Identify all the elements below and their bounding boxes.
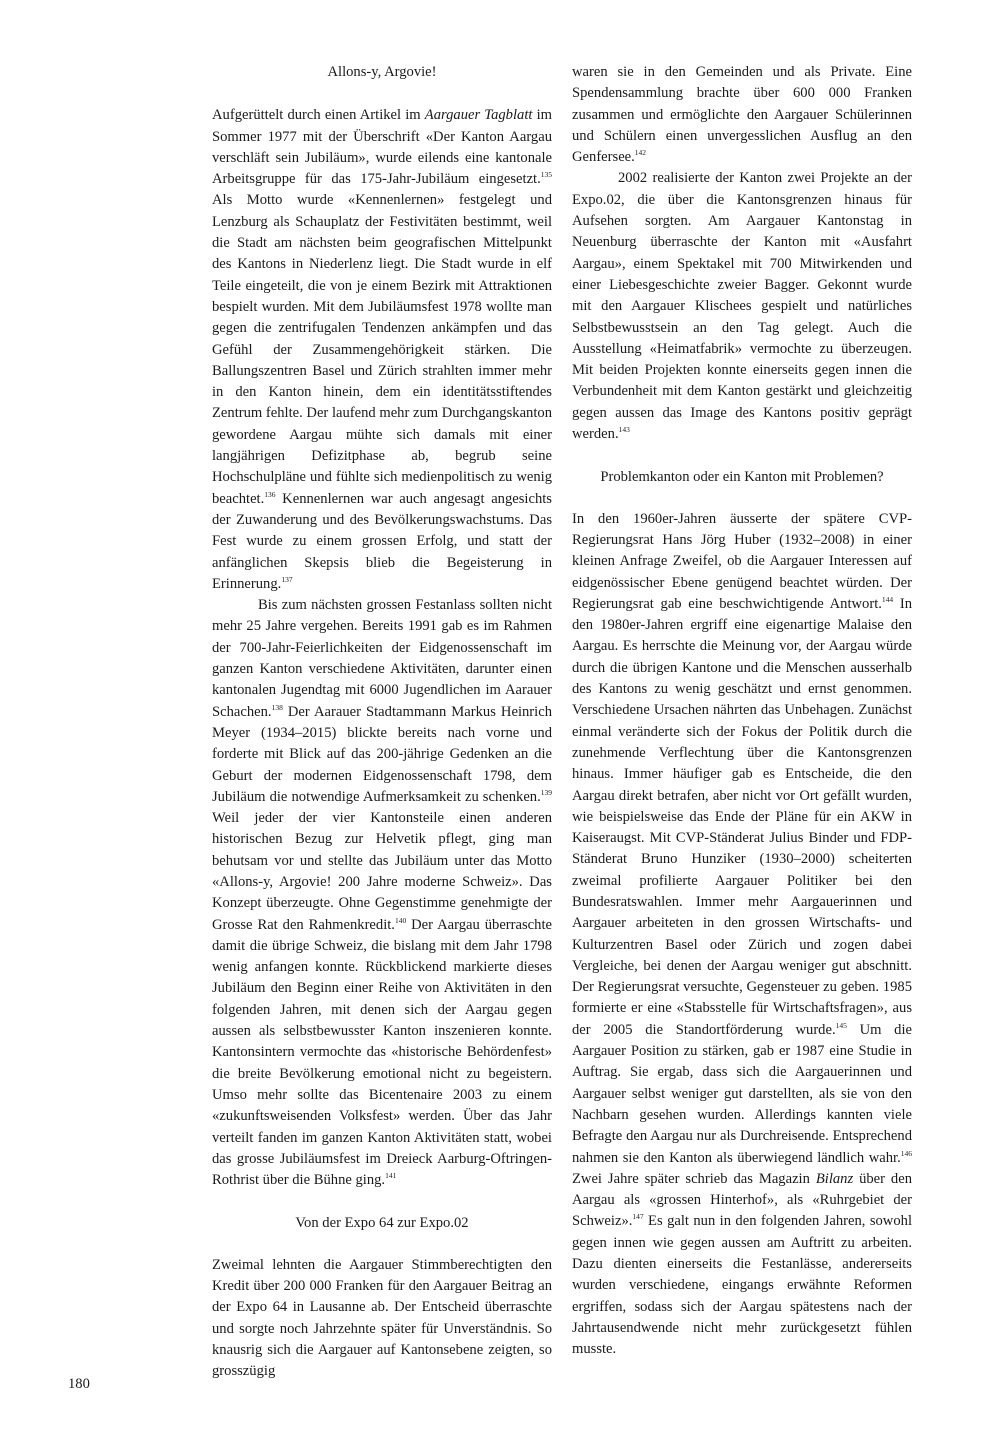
paragraph: Aufgerüttelt durch einen Artikel im Aargauer Tagblatt im Sommer 1977 mit der Überschrift «Der Kanton Aargau verschläft sein Jubiläum», wurde eilends eine kantonale Arbeitsgruppe für das 175-Jahr-Jubiläum eingesetzt.$^{135}$ Als Motto wurde «Kennenlernen» festgelegt und Lenzburg als Schauplatz der Festivitäten bestimmt, weil die Stadt am nächsten beim geografischen Mittelpunkt des Kantons in Niederlenz liegt. Die Stadt wurde in elf Teile eingeteilt, die von je einem Bezirk mit Attraktionen bespielt wurden. Mit dem Jubiläumsfest 1978 wollte man gegen die zentrifugalen Tendenzen ankämpfen und das Gefühl der Zusammengehörigkeit stärken. Die Ballungszentren Basel und Zürich strahlten immer mehr in den Kanton hinein, dem ein identitätsstiftendes Zentrum fehlte. Der laufend mehr zum Durchgangskanton gewordene Aargau mühte sich damals mit einer langjährigen Defizitphase ab, begrub seine Hochschulpläne und fühlte sich medienpolitisch zu wenig beachtet.$^{136}$ Kennenlernen war auch angesagt angesichts der Zuwanderung und des Bevölkerungswachstums. Das Fest wurde zu einem grossen Erfolg, und statt der anfänglichen Skepsis blieb die Begeisterung in Erinnerung.$^{137}$ xyxy=(212,107,552,592)
section-heading-expo: Von der Expo 64 zur Expo.02 xyxy=(295,1215,469,1232)
paragraph: waren sie in den Gemeinden und als Private. Eine Spendensammlung brachte über 600 000 Franken zusammen und ermöglichte den Aargauer Schülerinnen und Schülern einen unvergesslichen Ausflug an den Genfersee.$^{142}$ xyxy=(572,64,912,166)
footnote-ref: 141 xyxy=(385,1171,397,1181)
section-heading-problemkanton: Problemkanton oder ein Kanton mit Problemen? xyxy=(600,469,884,486)
italic-title: Bilanz xyxy=(815,1170,854,1187)
footnote-ref: 144 xyxy=(881,594,894,604)
footnote-ref: 137 xyxy=(281,574,293,584)
italic-title: Aargauer Tagblatt xyxy=(424,107,533,124)
footnote-ref: 147 xyxy=(632,1212,644,1222)
section-heading-allons-y: Allons-y, Argovie! xyxy=(327,64,437,80)
footnote-ref: 138 xyxy=(271,702,283,712)
footnote-ref: 142 xyxy=(634,148,647,158)
footnote-ref: 139 xyxy=(540,787,552,797)
footnote-ref: 146 xyxy=(900,1148,912,1158)
right-column xyxy=(572,62,912,1361)
footnote-ref: 143 xyxy=(618,425,630,435)
paragraph: Bis zum nächsten grossen Festanlass sollten nicht mehr 25 Jahre vergehen. Bereits 1991 gab es im Rahmen der 700-Jahr-Feierlichkeiten der Eidgenossenschaft im ganzen Kanton verschiedene Aktivitäten, darunter einen kantonalen Jugendtag mit 6000 Jugendlichen im Aarauer Schachen.$^{138}$ Der Aarauer Stadtammann Markus Heinrich Meyer (1934–2015) blickte bereits nach vorne und forderte mit Blick auf das 200-jährige Gedenken an die Geburt der modernen Eidgenossenschaft 1798, dem Jubiläum die notwendige Aufmerksamkeit zu schenken.$^{139}$ Weil jeder der vier Kantonsteile einen anderen historischen Bezug zur Helvetik pflegt, ging man behutsam vor und stellte das Jubiläum unter das Motto «Allons-y, Argovie! 200 Jahre moderne Schweiz». Das Konzept überzeugte. Ohne Gegenstimme genehmigte der Grosse Rat den Rahmenkredit.$^{140}$ Der Aargau überraschte damit die übrige Schweiz, die bislang mit dem Jahr 1798 wenig anfangen konnte. Rückblickend markierte dieses Jubiläum den Beginn einer Reihe von Aktivitäten in den folgenden Jahren, mit denen sich der Aargau gegen aussen als selbstbewusster Kanton inszenieren konnte. Kantonsintern vermochte das «historische Behördenfest» die breite Bevölkerung emotional nicht zu begeistern. Umso mehr sollte das Bicentenaire 2003 zu einem «zukunftsweisenden Volksfest» werden. Über das Jahr verteilt fanden im ganzen Kanton Aktivitäten statt, wobei das grosse Jubiläumsfest im Dreieck Aarburg-Oftringen-Rothrist über die Bühne ging.$^{141}$ xyxy=(212,597,552,1189)
paragraph: In den 1960er-Jahren äusserte der spätere CVP-Regierungsrat Hans Jörg Huber (1932–2008) in einer kleinen Anfrage Zweifel, ob die Aargauer Interessen auf eidgenössischer Ebene genügend beachtet würden. Der Regierungsrat gab eine beschwichtigende Antwort.$^{144}$ In den 1980er-Jahren ergriff eine eigenartige Malaise den Aargau. Es herrschte die Meinung vor, der Aargau würde durch die übrigen Kantone und die Menschen ausserhalb des Kantons zu wenig geschätzt und ernst genommen. Verschiedene Ursachen nährten das Unbehagen. Zunächst einmal veränderte sich der Fokus der Politik durch die zunehmende Verflechtung über die Kantonsgrenzen hinaus. Immer häufiger gab es Entscheide, die den Aargau direkt betrafen, aber nicht vor Ort gefällt wurden, wie beispielsweise das Ende der Pläne für ein AKW in Kaiseraugst. Mit CVP-Ständerat Julius Binder und FDP-Ständerat Bruno Hunziker (1930–2000) scheiterten zweimal profilierte Aargauer Politiker bei den Bundesratswahlen. Immer mehr Aargauerinnen und Aargauer arbeiteten in den grossen Wirtschafts- und Kulturzentren Basel oder Zürich und zogen dabei Vergleiche, bei denen der Aargau weniger gut abschnitt. Der Regierungsrat versuchte, Gegensteuer zu geben. 1985 formierte er eine «Stabsstelle für Wirtschaftsfragen», aus der 2005 die Standortförderung wurde.$^{145}$ Um die Aargauer Position zu stärken, gab er 1987 eine Studie in Auftrag. Sie ergab, dass sich die Aargauerinnen und Aargauer selbst weniger gut darstellten, als sie von den Nachbarn gesehen wurden. Allerdings kannten viele Befragte den Aargau nur als Durchreisende. Entsprechend nahmen sie den Kanton als überwiegend ländlich wahr.$^{146}$ Zwei Jahre später schrieb das Magazin Bilanz über den Aargau als «grossen Hinterhof», als «Ruhrgebiet der Schweiz».$^{147}$ Es galt nun in den folgenden Jahren, sowohl gegen innen wie gegen aussen am Auftritt zu arbeiten. Dazu dienten einerseits die Festanlässe, andererseits wurden verschiedene, eingangs erwähnte Reformen ergriffen, sodass sich der Aargau spätestens nach der Jahrtausendwende nicht mehr zurückgesetzt fühlen musste. xyxy=(572,510,912,1358)
page-number: 180 xyxy=(68,1376,90,1392)
paragraph: Zweimal lehnten die Aargauer Stimmberechtigten den Kredit über 200 000 Franken für den Aargauer Beitrag an der Expo 64 in Lausanne ab. Der Entscheid überraschte und sorgte noch Jahrzehnte später für Unverständnis. So knausrig sich die Aargauer auf Kantonsebene zeigten, so grosszügig xyxy=(212,1256,552,1380)
left-column xyxy=(212,62,552,1383)
footnote-ref: 136 xyxy=(264,489,276,499)
footnote-ref: 135 xyxy=(540,170,552,180)
paragraph: 2002 realisierte der Kanton zwei Projekte an der Expo.02, die über die Kantonsgrenzen hinaus für Aufsehen sorgten. Am Aargauer Kantonstag in Neuenburg überraschte der Kanton mit «Ausfahrt Aargau», einem Spektakel mit 700 Mitwirkenden und einer Liebesgeschichte zweier Bagger. Gekonnt wurde mit den Aargauer Klischees gespielt und natürliches Selbstbewusstsein an den Tag gelegt. Auch die Ausstellung «Heimatfabrik» vermochte zu überzeugen. Mit beiden Projekten konnte einerseits gegen innen die Verbundenheit mit dem Kanton gestärkt und gleichzeitig gegen aussen das Image des Kantons positiv geprägt werden.$^{143}$ xyxy=(572,170,912,443)
footnote-ref: 140 xyxy=(394,915,407,925)
footnote-ref: 145 xyxy=(835,1020,847,1030)
